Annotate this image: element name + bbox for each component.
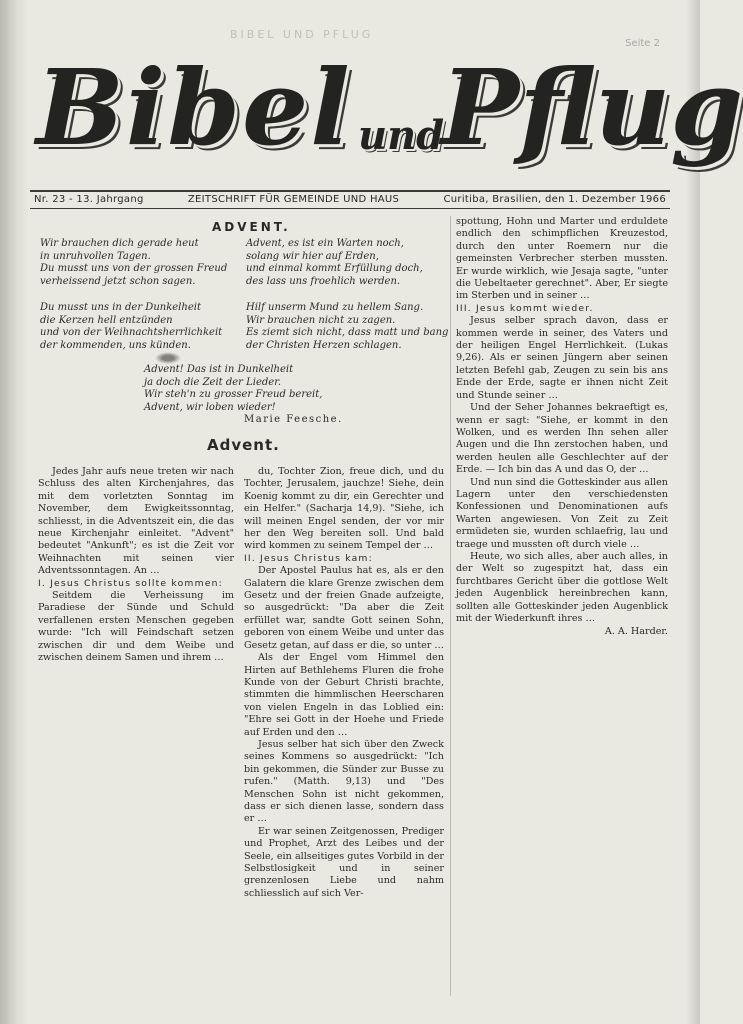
article-signature: A. A. Harder. xyxy=(604,626,668,638)
paragraph: Und der Seher Johannes bekraeftigt es, wenn er sagt: "Siehe, er kommt in den Wolken, und es werden Ihn sehen aller Augen und die Ihn zerstochen haben, und werden heulen alle Geschlechter auf der Erde. — Ich bin das A und das O, der … xyxy=(456,402,668,476)
column-divider xyxy=(450,216,451,996)
paragraph: Er war seinen Zeitgenossen, Prediger und Prophet, Arzt des Leibes und der Seele, ein allseitiges gutes Vorbild in der Selbstlosigkeit und in seiner grenzenlosen Liebe und nahm schliesslich auf sich Ver- xyxy=(244,825,444,899)
article-column-2 xyxy=(244,466,444,996)
paragraph: Heute, wo sich alles, aber auch alles, in der Welt so zugespitzt hat, dass ein furchtbares Gericht über die gottlose Welt jeden Augenblick hereinbrechen kann, sollten alle Gotteskinder jeden Augenblick mit der Wiederkunft ihres … xyxy=(456,550,668,624)
paragraph: Jedes Jahr aufs neue treten wir nach Schluss des alten Kirchenjahres, das mit dem vorletzten Sonntag im November, dem Ewigkeitssonntag, schliesst, in die Adventszeit ein, die das neue Kirchenjahr einleitet. "Advent" bedeutet "Ankunft"; es ist die Zeit vor Weihnachten mit seinen vier Adventssonntagen. An … xyxy=(38,466,234,577)
poem-stanza-3: Advent, es ist ein Warten noch, solang wir hier auf Erden, und einmal kommt Erfüllung doch, des lass uns froehlich werden. xyxy=(246,238,423,287)
issue-place-date: Curitiba, Brasilien, den 1. Dezember 1966 xyxy=(443,194,666,205)
article-column-3 xyxy=(456,216,668,996)
ink-smudge xyxy=(155,352,181,364)
header-rule-top xyxy=(30,190,670,192)
paragraph: Und nun sind die Gotteskinder aus allen Lagern unter den verschiedensten Konfessionen und Denominationen aufs Warten angewiesen. Von Zeit zu Zeit ermüdeten sie, wurden schlaefrig, lau und traege und mussten oft durch viele … xyxy=(456,476,668,550)
paragraph: Seitdem die Verheissung im Paradiese der Sünde und Schuld verfallenen ersten Menschen gegeben wurde: "Ich will Feindschaft setzen zwischen dir und dem Weibe und zwischen deinem Samen und ihrem … xyxy=(38,590,234,664)
header-rule-bottom xyxy=(30,208,670,209)
article-title: Advent. xyxy=(207,436,280,454)
poem-title: ADVENT. xyxy=(212,220,291,234)
paragraph: spottung, Hohn und Marter und erduldete endlich den schimpflichen Kreuzestod, durch den unter Roemern nur die gemeinsten Verbrecher sterben mussten. Er wurde wirklich, wie Jesaja sagte, "unter die Uebeltaeter gerechnet". Aber, Er siegte im Sterben und in seiner … xyxy=(456,216,668,302)
bleed-through-page-number: Seite 2 xyxy=(625,38,660,49)
paragraph: Jesus selber sprach davon, dass er kommen werde in seiner, des Vaters und der heiligen Engel Herrlichkeit. (Lukas 9,26). Als er seinen Jüngern aber seinen letzten Befehl gab, Zeugen zu sein bis ans Ende der Erde, sagte er ihnen nicht Zeit und Stunde seiner … xyxy=(456,315,668,401)
section-heading-3: III. Jesus kommt wieder. xyxy=(456,302,594,314)
masthead-logo xyxy=(36,46,743,182)
issue-number: Nr. 23 - 13. Jahrgang xyxy=(34,194,144,205)
section-heading-1: I. Jesus Christus sollte kommen: xyxy=(38,577,223,589)
poem-stanza-5: Advent! Das ist in Dunkelheit ja doch die Zeit der Lieder. Wir steh'n zu grosser Freud bereit, Advent, wir loben wieder! xyxy=(144,364,323,413)
paragraph: Jesus selber hat sich über den Zweck seines Kommens so ausgedrückt: "Ich bin gekommen, die Sünder zur Busse zu rufen." (Matth. 9,13) und "Des Menschen Sohn ist nicht gekommen, dass er sich dienen lasse, sondern dass er … xyxy=(244,738,444,825)
bleed-through-header: BIBEL UND PFLUG xyxy=(230,28,374,41)
article-column-1 xyxy=(38,466,234,996)
page-binding-shadow xyxy=(0,0,28,1024)
masthead-und: und xyxy=(358,112,445,159)
poem-stanza-2: Du musst uns in der Dunkelheit die Kerzen hell entzünden und von der Weihnachtsherrlichkeit der kommenden, uns künden. xyxy=(40,302,223,351)
paragraph: Der Apostel Paulus hat es, als er den Galatern die klare Grenze zwischen dem Gesetz und der freien Gnade aufzeigte, so ausgedrückt: "Da aber die Zeit erfüllet war, sandte Gott seinen Sohn, geboren von einem Weibe und unter das Gesetz getan, auf dass er die, so unter … xyxy=(244,565,444,651)
masthead-pflug: Pflug xyxy=(441,46,743,169)
paragraph: Als der Engel vom Himmel den Hirten auf Bethlehems Fluren die frohe Kunde von der Geburt Christi brachte, stimmten die himmlischen Heerscharen von vielen Engeln in das Loblied ein: "Ehre sei Gott in der Hoehe und Friede auf Erden und den … xyxy=(244,652,444,738)
poem-stanza-1: Wir brauchen dich gerade heut in unruhvollen Tagen. Du musst uns von der grossen Freud verheissend jetzt schon sagen. xyxy=(40,238,228,287)
section-heading-2: II. Jesus Christus kam: xyxy=(244,552,373,564)
poem-stanza-4: Hilf unserm Mund zu hellem Sang. Wir brauchen nicht zu zagen. Es ziemt sich nicht, dass matt und bang der Christen Herzen schlagen. xyxy=(246,302,449,351)
poem-author: Marie Feesche. xyxy=(244,414,343,425)
issue-line xyxy=(34,194,666,208)
masthead-bibel: Bibel xyxy=(36,46,352,169)
issue-subtitle: ZEITSCHRIFT FÜR GEMEINDE UND HAUS xyxy=(187,194,400,205)
paragraph: du, Tochter Zion, freue dich, und du Tochter, Jerusalem, jauchze! Siehe, dein Koenig kommt zu dir, ein Gerechter und ein Helfer." (Sacharja 14,9). "Siehe, ich will meinen Engel senden, der vor mir her den Weg bereiten soll. Und bald wird kommen zu seinem Tempel der … xyxy=(244,466,444,552)
